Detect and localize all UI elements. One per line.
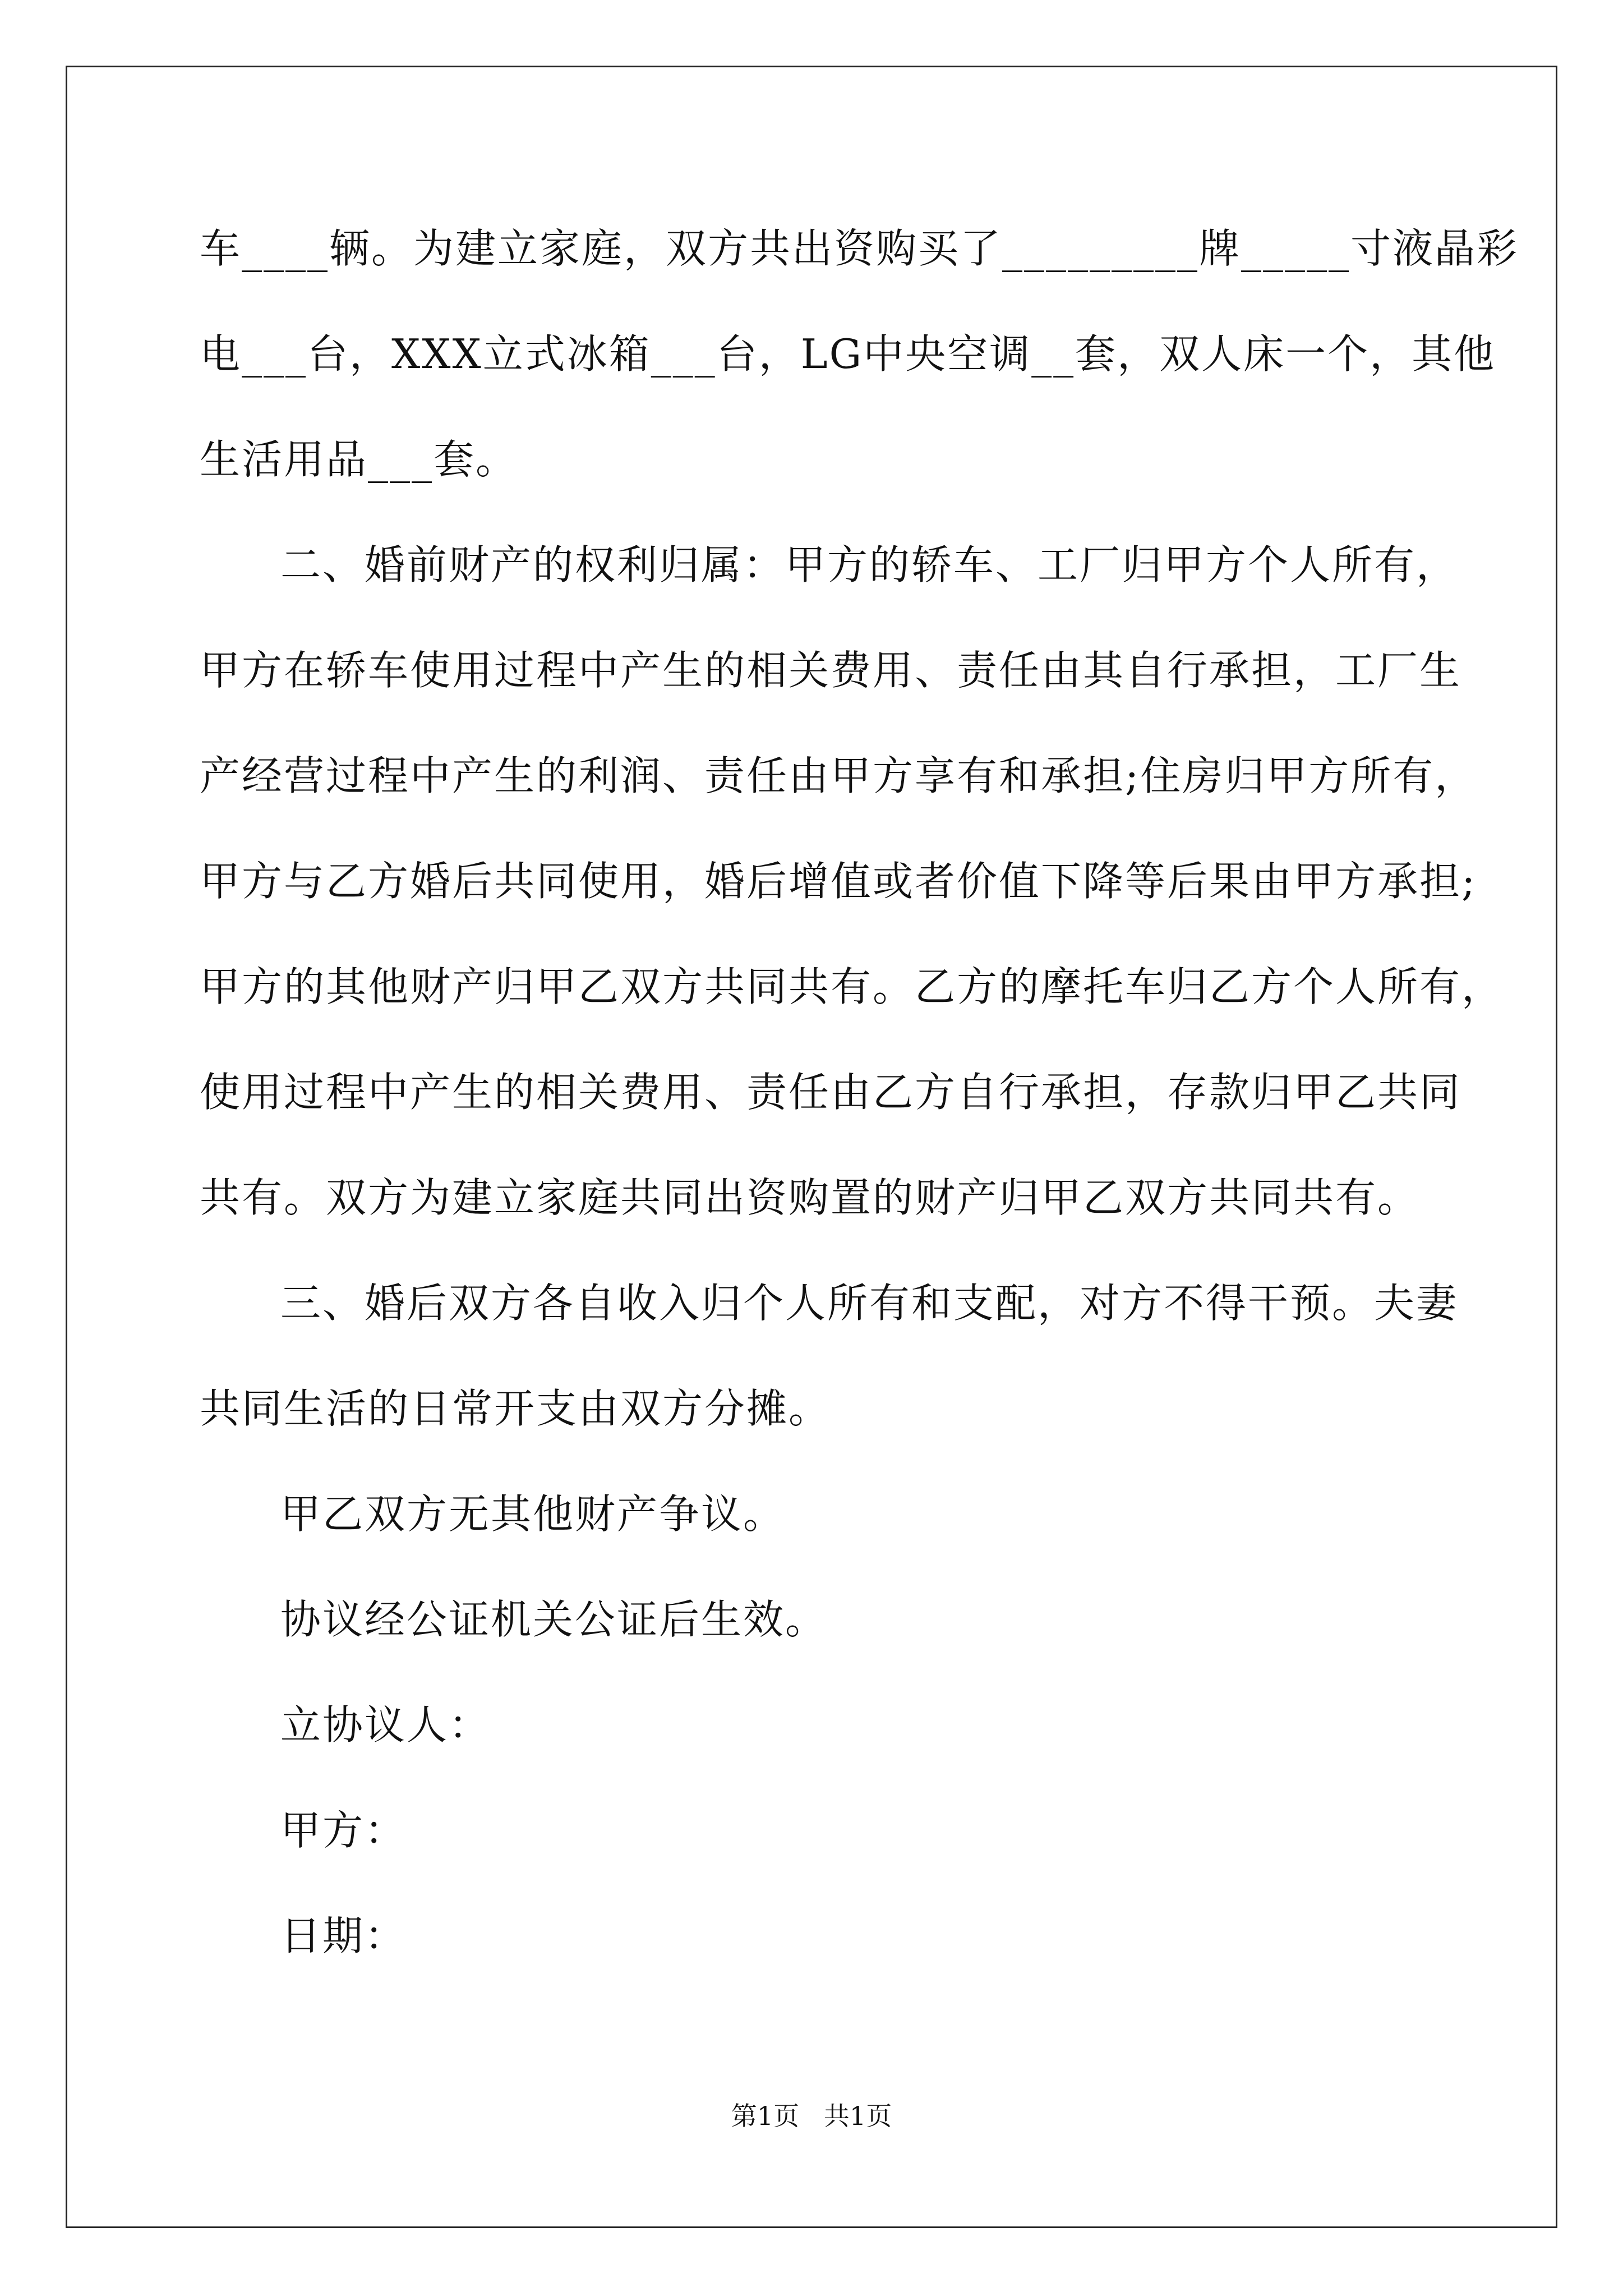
page-number: 第1页 共1页	[731, 2101, 892, 2131]
text-line-8: 甲方的其他财产归甲乙双方共同共有。乙方的摩托车归乙方个人所有，	[200, 963, 1504, 1010]
no-dispute-statement: 甲乙双方无其他财产争议。	[280, 1490, 786, 1538]
text-line-1: 车____辆。为建立家庭，双方共出资购买了_________牌_____寸液晶彩	[200, 225, 1519, 272]
date-label: 日期：	[280, 1912, 407, 1959]
paragraph-two-start: 二、婚前财产的权利归属：甲方的轿车、工厂归甲方个人所有，	[280, 541, 1459, 588]
text-line-2: 电___台，XXX立式冰箱___台，LG中央空调__套，双人床一个，其他	[200, 330, 1496, 378]
text-line-5: 甲方在轿车使用过程中产生的相关费用、责任由其自行承担，工厂生	[200, 647, 1462, 694]
text-line-9: 使用过程中产生的相关费用、责任由乙方自行承担，存款归甲乙共同	[200, 1069, 1462, 1116]
text-line-12: 共同生活的日常开支由双方分摊。	[200, 1385, 831, 1432]
text-line-10: 共有。双方为建立家庭共同出资购置的财产归甲乙双方共同共有。	[200, 1174, 1420, 1221]
text-line-7: 甲方与乙方婚后共同使用，婚后增值或者价值下降等后果由甲方承担;	[200, 858, 1477, 905]
paragraph-three-start: 三、婚后双方各自收入归个人所有和支配，对方不得干预。夫妻	[280, 1280, 1459, 1327]
page-border	[66, 66, 1557, 2228]
text-line-6: 产经营过程中产生的利润、责任由甲方享有和承担;住房归甲方所有，	[200, 752, 1477, 799]
effective-clause: 协议经公证机关公证后生效。	[280, 1596, 828, 1643]
party-a-label: 甲方：	[280, 1807, 407, 1854]
signatory-label: 立协议人：	[280, 1701, 491, 1749]
text-line-3: 生活用品___套。	[200, 436, 518, 483]
